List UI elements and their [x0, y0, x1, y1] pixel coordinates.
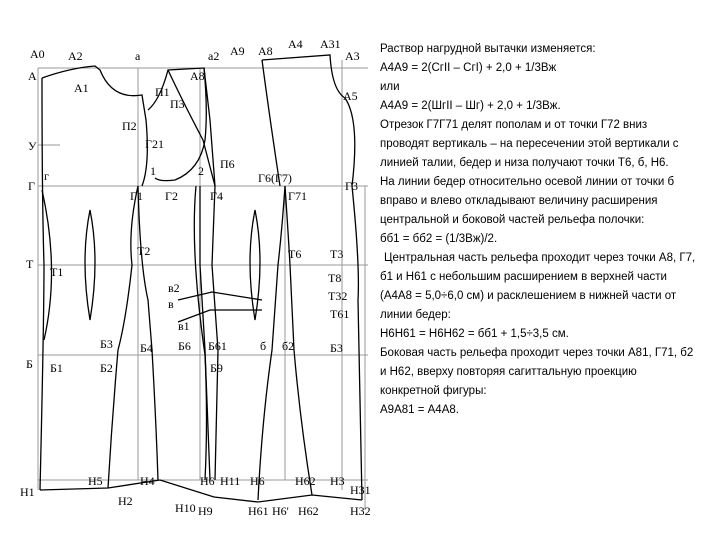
- label-p1: П1: [155, 85, 170, 99]
- label-g3: Г3: [345, 179, 358, 193]
- text-line: А4А9 = 2(ШгII – Шг) + 2,0 + 1/3Вж.: [380, 100, 561, 112]
- label-g4: Г4: [210, 189, 223, 203]
- label-a: А: [28, 69, 37, 83]
- label-t61: Т61: [330, 307, 350, 321]
- label-b2-small: б2: [282, 339, 295, 353]
- label-p2: П2: [122, 119, 137, 133]
- label-a0: А0: [30, 47, 45, 61]
- label-a2-small: а2: [208, 49, 220, 63]
- label-b3: Б3: [330, 341, 343, 355]
- label-b3b: Б3: [100, 337, 113, 351]
- label-h6-prime: Н6': [272, 504, 289, 518]
- label-2: 2: [198, 164, 204, 178]
- label-t: Т: [26, 257, 34, 271]
- label-t32: Т32: [328, 289, 348, 303]
- label-h10: Н10: [175, 501, 196, 515]
- label-a3: А3: [345, 49, 360, 63]
- label-h1: Н1: [20, 485, 35, 499]
- label-b61: Б61: [208, 339, 227, 353]
- label-t1: Т1: [50, 265, 64, 279]
- label-b-small: б: [260, 339, 267, 353]
- text-line: Отрезок Г7Г71 делят пополам и от точки Г72 вниз проводят вертикаль – на пересечении этой вертикали с линией талии, бедер и низа получают точки Т6, б, Н6.: [380, 119, 679, 169]
- label-u: У: [28, 139, 37, 153]
- label-h61: Н61: [248, 504, 269, 518]
- label-a8: А8: [258, 44, 273, 58]
- label-a9: А9: [230, 44, 245, 58]
- label-b9: Б9: [210, 361, 223, 375]
- label-t3: Т3: [330, 247, 344, 261]
- label-h2: Н2: [118, 494, 133, 508]
- text-line: А9А81 = А4А8.: [380, 404, 459, 416]
- label-h62-b: Н62: [298, 504, 319, 518]
- text-line: А4А9 = 2(СгII – СгI) + 2,0 + 1/3Вж: [380, 62, 557, 74]
- label-g: Г: [28, 179, 35, 193]
- label-g1: Г1: [130, 189, 143, 203]
- label-h6-b: Н6: [250, 474, 265, 488]
- text-line: Н6Н61 = Н6Н62 = бб1 + 1,5÷3,5 см.: [380, 328, 569, 340]
- label-p6: П6: [220, 157, 235, 171]
- label-v1: в1: [178, 319, 190, 333]
- label-h62: Н62: [295, 474, 316, 488]
- label-v: в: [168, 297, 174, 311]
- label-a2: А2: [68, 49, 83, 63]
- label-t8: Т8: [328, 271, 342, 285]
- label-b1: Б1: [50, 361, 63, 375]
- label-b4: Б4: [140, 341, 153, 355]
- text-line: или: [380, 81, 400, 93]
- text-line: На линии бедер относительно осевой линии от точки б вправо и влево откладывают величину расширения центральной и боковой частей рельефа полочки:: [380, 176, 675, 226]
- label-b6: Б6: [178, 339, 191, 353]
- label-t6: Т6: [288, 247, 302, 261]
- label-b: Б: [26, 357, 33, 371]
- label-h3: Н3: [330, 474, 345, 488]
- text-line: Раствор нагрудной вытачки изменяется:: [380, 43, 596, 55]
- label-t2: Т2: [137, 244, 151, 258]
- text-line: Центральная часть рельефа проходит через точки А8, Г7, б1 и Н61 с небольшим расширением в верхней части (А4А8 = 5,0÷6,0 см) и расклешением в нижней части от линии бедер:: [380, 252, 696, 321]
- label-g21: Г21: [145, 137, 164, 151]
- label-a31: А31: [320, 37, 341, 51]
- label-h9: Н9: [198, 504, 213, 518]
- label-1: 1: [150, 164, 156, 178]
- text-line: бб1 = бб2 = (1/3Вж)/2.: [380, 233, 498, 245]
- label-a8-inner: А8: [190, 69, 205, 83]
- description-text: [380, 40, 698, 420]
- pattern-outlines: [40, 55, 362, 502]
- label-h11: Н11: [220, 474, 241, 488]
- label-g71: Г71: [288, 189, 307, 203]
- label-v2: в2: [168, 281, 180, 295]
- text-line: Боковая часть рельефа проходит через точки А81, Г71, б2 и Н62, вверху повторяя сагиттальную проекцию конкретной фигуры:: [380, 347, 694, 397]
- label-a1: А1: [74, 81, 89, 95]
- label-h5: Н5: [88, 474, 103, 488]
- label-g2: Г2: [165, 189, 178, 203]
- label-h6: Н6: [200, 474, 215, 488]
- label-h31: Н31: [350, 483, 371, 497]
- label-g6-g7: Г6(Г7): [258, 171, 292, 185]
- label-b2: Б2: [100, 361, 113, 375]
- construction-grid: [38, 60, 368, 510]
- label-a4: А4: [288, 37, 303, 51]
- label-g-small: г: [44, 169, 49, 183]
- label-p3: П3: [170, 97, 185, 111]
- label-a: а: [135, 49, 141, 63]
- label-h4: Н4: [140, 474, 155, 488]
- label-a5: А5: [343, 89, 358, 103]
- label-h32: Н32: [350, 504, 371, 518]
